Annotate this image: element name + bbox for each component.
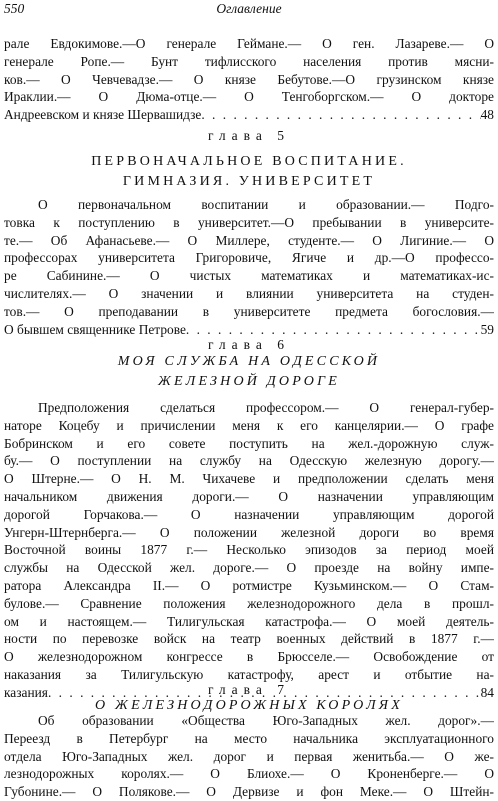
- toc-line: Андреевском и князе Шервашидзе: [4, 107, 202, 123]
- toc-line: О Штерне.— О Н. М. Чихачеве и предположении сделать меня: [4, 471, 494, 487]
- toc-line: ом и настоящем.— Тилигульская катастрофа.— О моей деятель-: [4, 613, 494, 629]
- toc-line: ков.— О Чевчевадзе.— О князе Бебутове.—О грузинском князе: [4, 71, 494, 87]
- toc-entry: [4, 399, 494, 702]
- chapter-title-line: О ЖЕЛЕЗНОДОРОЖНЫХ КОРОЛЯХ: [95, 698, 403, 713]
- toc-line-with-page: [4, 106, 494, 124]
- chapter-label: глава 7: [208, 682, 290, 697]
- toc-line: казания: [4, 684, 48, 700]
- toc-line: Ираклии.— О Дюма-отце.— О Тенгоборгском.— О докторе: [4, 89, 494, 105]
- toc-line: Восточной воины 1877 г.— Несколько эпизодов за период моей: [4, 542, 494, 558]
- toc-line: бу.— О поступлении на службу на Одесскую железную дорогу.—: [4, 453, 494, 469]
- toc-line: Предположения сделаться профессором.— О генерал-губер-: [38, 400, 494, 415]
- toc-line: Переезд в Петербург на место начальника эксплуатационного: [4, 730, 494, 746]
- chapter-title-line: ЖЕЛЕЗНОЙ ДОРОГЕ: [158, 374, 340, 389]
- running-title: Оглавление: [216, 1, 282, 16]
- toc-line: ратора Александра II.— О ротмистре Кузьминском.— О Стам-: [4, 577, 494, 593]
- toc-line: О железнодорожном конгрессе в Брюсселе.— Освобождение от: [4, 649, 494, 665]
- toc-line: службы на Одесской жел. дороге.— О проезде на войну импе-: [4, 560, 494, 576]
- toc-line: ности по перевозке войск на театр военных действий в 1877 г.—: [4, 631, 494, 647]
- chapter-title-line: ГИМНАЗИЯ. УНИВЕРСИТЕТ: [122, 174, 376, 189]
- toc-line: Унгерн-Штернберга.— О положении железной дороги во время: [4, 524, 494, 540]
- toc-entry: [4, 196, 494, 338]
- toc-line: Бобринском и его совете поступить на жел.-дорожную служ-: [4, 435, 494, 451]
- toc-line: генерале Ропе.— Бунт тифлисского населения против мясни-: [4, 53, 494, 69]
- toc-page-number: 84: [480, 684, 494, 700]
- chapter-title-line: МОЯ СЛУЖБА НА ОДЕССКОЙ: [117, 354, 381, 369]
- toc-line: дорогой Горчакова.— О назначении управляющим дорогой: [4, 506, 494, 522]
- chapter-title: [0, 152, 498, 192]
- toc-line: ре Сабинине.— О чистых математиках и математиках-ис-: [4, 268, 494, 284]
- toc-line: Об образовании «Общества Юго-Западных жел. дорог».—: [38, 713, 494, 728]
- leader-dots: [201, 106, 480, 124]
- toc-line: числителях.— О значении и влиянии университета на студен-: [4, 285, 494, 301]
- toc-line: тов.— О преподавании в университете предмета богословия.—: [4, 303, 494, 319]
- toc-line: товка к поступлению в университет.—О пребывании в университе-: [4, 214, 494, 230]
- toc-entry: [4, 712, 494, 801]
- chapter-label: глава 6: [208, 337, 290, 352]
- toc-line: отдела Юго-Западных жел. дорог и первая женитьба.— О же-: [4, 748, 494, 764]
- chapter-title: [0, 352, 498, 392]
- chapter-title-line: ПЕРВОНАЧАЛЬНОЕ ВОСПИТАНИЕ.: [91, 154, 407, 169]
- leader-dots: [186, 321, 481, 339]
- toc-line: Губонине.— О Полякове.— О Дервизе и фон Меке.— О Штейн-: [4, 784, 494, 800]
- toc-line: начальником движения дороги.— О назначении управляющим: [4, 488, 494, 504]
- toc-line: наторе Коцебу и причислении меня к его канцелярии.— О графе: [4, 417, 494, 433]
- toc-line: О первоначальном воспитании и образовании.— Подго-: [38, 197, 494, 212]
- toc-line-with-page: [4, 321, 494, 339]
- page-number: 550: [4, 1, 25, 16]
- toc-entry-continued: [4, 35, 494, 124]
- toc-line: О бывшем священнике Петрове: [4, 321, 186, 337]
- toc-line: лезнодорожных королях.— О Блиохе.— О Кроненберге.— О: [4, 766, 494, 782]
- toc-page-number: 48: [480, 107, 494, 123]
- chapter-label: глава 5: [208, 128, 290, 143]
- running-header: [4, 0, 494, 18]
- toc-line: профессорах университета Григоровиче, Ягиче и др.—О профессо-: [4, 250, 494, 266]
- toc-line: рале Евдокимове.—О генерале Геймане.— О ген. Лазареве.— О: [4, 36, 494, 51]
- toc-page-number: 59: [480, 321, 494, 337]
- toc-line: наказания за Тилигульскую катастрофу, арест и отбытие на-: [4, 666, 494, 682]
- toc-line: те.— Об Афанасьеве.— О Миллере, студенте.— О Лигиние.— О: [4, 232, 494, 248]
- toc-line: булове.— Сравнение положения железнодорожного дела в прошл-: [4, 595, 494, 611]
